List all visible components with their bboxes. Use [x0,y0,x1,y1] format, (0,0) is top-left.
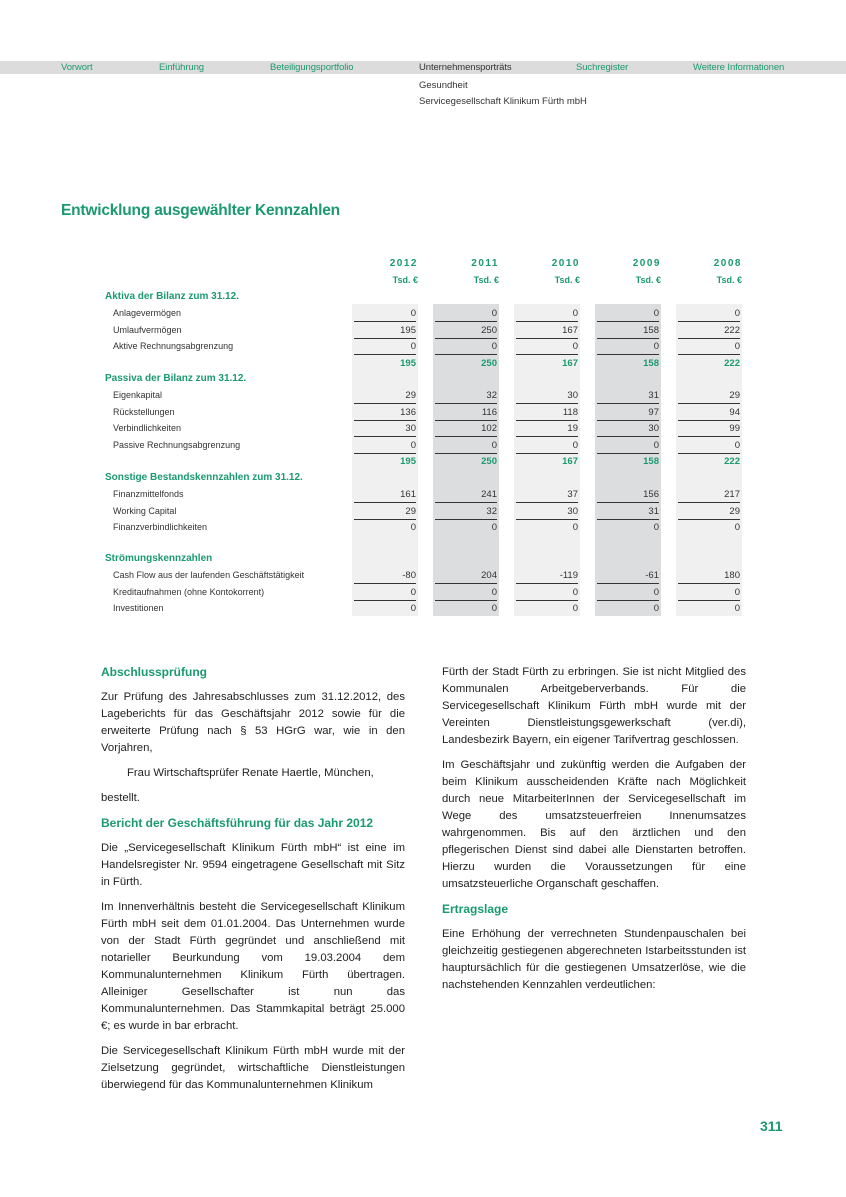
page-number: 311 [760,1118,783,1134]
year-header: 2012 [389,258,418,269]
table-cell: 30 [597,422,659,437]
heading-ertragslage: Ertragslage [442,902,509,916]
table-cell: 30 [516,389,578,404]
paragraph: Fürth der Stadt Fürth zu erbringen. Sie ist nicht Mitglied des Kommunalen Arbeitgeberverbands. Für die Servicegesellschaft Klinikum Fürth mbH wurde mit der Vereinten Dienstleistungsgewerkschaft (ver.di), Landesbezirk Bayern, ein eigener Tarifvertrag geschlossen. [442,666,746,746]
table-cell: 0 [678,340,740,355]
heading-bericht: Bericht der Geschäftsführung für das Jahr 2012 [101,816,374,830]
table-cell: 204 [435,569,497,584]
table-cell: 94 [678,406,740,421]
year-header: 2010 [551,258,580,269]
table-cell: 29 [354,505,416,520]
row-label: Verbindlichkeiten [113,423,182,433]
table-cell: 0 [516,307,578,322]
total-cell: 195 [400,456,416,467]
table-cell: 0 [653,603,659,614]
row-label: Passive Rechnungsabgrenzung [113,439,241,450]
total-cell: 222 [724,357,740,369]
table-cell: 0 [734,522,740,533]
table-cell: 0 [597,307,659,322]
section-heading: Aktiva der Bilanz zum 31.12. [105,291,239,302]
table-cell: 37 [516,488,578,503]
total-cell: 158 [643,456,659,467]
left-column [101,664,405,1102]
nav-beteiligungsportfolio[interactable]: Beteiligungsportfolio [270,62,354,73]
nav-unternehmensportraets[interactable]: Unternehmensporträts [419,62,512,73]
table-cell: 19 [516,422,578,437]
breadcrumb-category[interactable]: Gesundheit [419,80,468,91]
nav-vorwort[interactable]: Vorwort [61,62,93,73]
table-cell: 222 [678,324,740,339]
row-label: Anlagevermögen [113,308,182,318]
total-cell: 158 [643,357,659,369]
table-cell: 116 [435,406,497,421]
top-navigation [0,61,846,74]
paragraph: bestellt. [101,792,140,804]
year-header: 2008 [713,258,742,269]
table-cell: 0 [572,522,578,533]
row-label: Cash Flow aus der laufenden Geschäftstätigkeit [113,570,305,580]
section-heading: Passiva der Bilanz zum 31.12. [105,373,247,384]
paragraph: Im Innenverhältnis besteht die Servicegesellschaft Klinikum Fürth mbH seit dem 01.01.2004. Das Unternehmen wurde von der Stadt Fürth gegründet und anschließend mit notarieller Beurkundung vom 19.03.2004 dem Kommunalunternehmen Klinikum Fürth übertragen. Alleiniger Gesellschafter ist nun das Kommunalunternehmen. Das Stammkapital beträgt 25.000 €; es wurde in bar erbracht. [101,901,405,1032]
nav-weitere-informationen[interactable]: Weitere Informationen [693,62,785,73]
row-label: Finanzmittelfonds [113,489,184,499]
total-cell: 250 [481,357,497,369]
table-cell: 0 [354,307,416,322]
paragraph: Zur Prüfung des Jahresabschlusses zum 31.12.2012, des Lageberichts für das Geschäftsjahr 2012 sowie für die erweiterte Prüfung nach § 53 HGrG war, wie in den Vorjahren, [101,691,405,754]
table-cell: 0 [354,586,416,601]
row-label: Umlaufvermögen [113,324,182,335]
year-header: 2009 [632,258,661,269]
table-cell: 167 [516,324,578,339]
table-cell: 0 [597,439,659,454]
unit-header: Tsd. € [392,275,418,285]
table-cell: 31 [597,389,659,404]
heading-abschlusspruefung: Abschlussprüfung [101,665,208,679]
table-cell: 29 [354,389,416,404]
total-cell: 195 [400,357,416,369]
table-cell: 0 [597,340,659,355]
table-cell: 0 [435,340,497,355]
row-label: Kreditaufnahmen (ohne Kontokorrent) [113,586,265,597]
table-cell: 0 [516,586,578,601]
table-cell: 241 [435,488,497,503]
row-label: Rückstellungen [113,406,175,417]
total-cell: 222 [724,456,740,467]
paragraph-auditor: Frau Wirtschaftsprüfer Renate Haertle, München, [127,767,374,779]
right-column [442,664,746,1002]
table-cell: 29 [678,505,740,520]
paragraph: Die „Servicegesellschaft Klinikum Fürth mbH“ ist eine im Handelsregister Nr. 9594 eingetragene Gesellschaft mit Sitz in Fürth. [101,842,405,888]
table-cell: 250 [435,324,497,339]
table-cell: 0 [597,586,659,601]
table-cell: 0 [410,522,416,533]
row-label: Eigenkapital [113,390,163,400]
row-label: Investitionen [113,603,164,613]
table-cell: 161 [354,488,416,503]
page-title: Entwicklung ausgewählter Kennzahlen [61,202,340,219]
table-cell: 0 [678,439,740,454]
table-cell: 0 [435,439,497,454]
table-cell: 30 [354,422,416,437]
nav-suchregister[interactable]: Suchregister [576,62,629,73]
table-cell: 0 [653,522,659,533]
table-cell: 0 [354,340,416,355]
unit-header: Tsd. € [716,275,742,285]
table-cell: 217 [678,488,740,503]
table-cell: 102 [435,422,497,437]
table-cell: 195 [354,324,416,339]
table-cell: -80 [354,569,416,584]
table-cell: 0 [516,340,578,355]
table-cell: 30 [516,505,578,520]
table-cell: -61 [597,569,659,584]
table-cell: 97 [597,406,659,421]
table-cell: 180 [678,569,740,584]
section-heading: Sonstige Bestandskennzahlen zum 31.12. [105,472,303,483]
table-cell: 0 [572,603,578,614]
paragraph: Im Geschäftsjahr und zukünftig werden die Aufgaben der beim Klinikum ausscheidenden Kräfte nach Möglichkeit durch neue MitarbeiterInnen der Servicegesellschaft im Wege des umsatzsteuerfreien Innenumsatzes wahrgenommen. Bis auf den ärztlichen und den pflegerischen Dienst sind dabei alle Dienstarten betroffen. Hierzu wurden die Voraussetzungen für eine umsatzsteuerliche Organschaft geschaffen. [442,759,746,890]
row-label: Aktive Rechnungsabgrenzung [113,341,234,351]
table-cell: 0 [516,439,578,454]
total-cell: 167 [562,456,578,467]
row-label: Finanzverbindlichkeiten [113,522,208,532]
table-cell: 0 [491,522,497,533]
paragraph: Die Servicegesellschaft Klinikum Fürth mbH wurde mit der Zielsetzung gegründet, wirtschaftliche Dienstleistungen überwiegend für das Kommunalunternehmen Klinikum [101,1045,405,1091]
table-cell: 0 [491,603,497,614]
table-cell: 99 [678,422,740,437]
table-cell: 0 [435,307,497,322]
table-cell: 158 [597,324,659,339]
nav-einfuehrung[interactable]: Einführung [159,62,204,73]
unit-header: Tsd. € [635,275,661,285]
table-cell: 0 [678,586,740,601]
table-cell: 0 [678,307,740,322]
table-cell: 31 [597,505,659,520]
table-cell: 32 [435,505,497,520]
unit-header: Tsd. € [554,275,580,285]
year-header: 2011 [471,258,499,269]
total-cell: 167 [562,357,578,369]
table-cell: 0 [410,603,416,614]
row-label: Working Capital [113,505,177,516]
paragraph: Eine Erhöhung der verrechneten Stundenpauschalen bei gleichzeitig gestiegenen abgerechneten Istarbeitsstunden ist hauptursächlich für die gestiegenen Umsatzerlöse, wie die nachstehenden Kennzahlen verdeutlichen: [442,928,746,991]
table-cell: 156 [597,488,659,503]
table-cell: 0 [734,603,740,614]
table-cell: 136 [354,406,416,421]
table-cell: 118 [516,406,578,421]
table-cell: 0 [435,586,497,601]
table-cell: 32 [435,389,497,404]
table-cell: 0 [354,439,416,454]
section-heading: Strömungskennzahlen [105,553,213,564]
table-cell: -119 [516,569,578,584]
unit-header: Tsd. € [473,275,499,285]
table-cell: 29 [678,389,740,404]
breadcrumb-company[interactable]: Servicegesellschaft Klinikum Fürth mbH [419,96,587,107]
total-cell: 250 [481,456,497,467]
